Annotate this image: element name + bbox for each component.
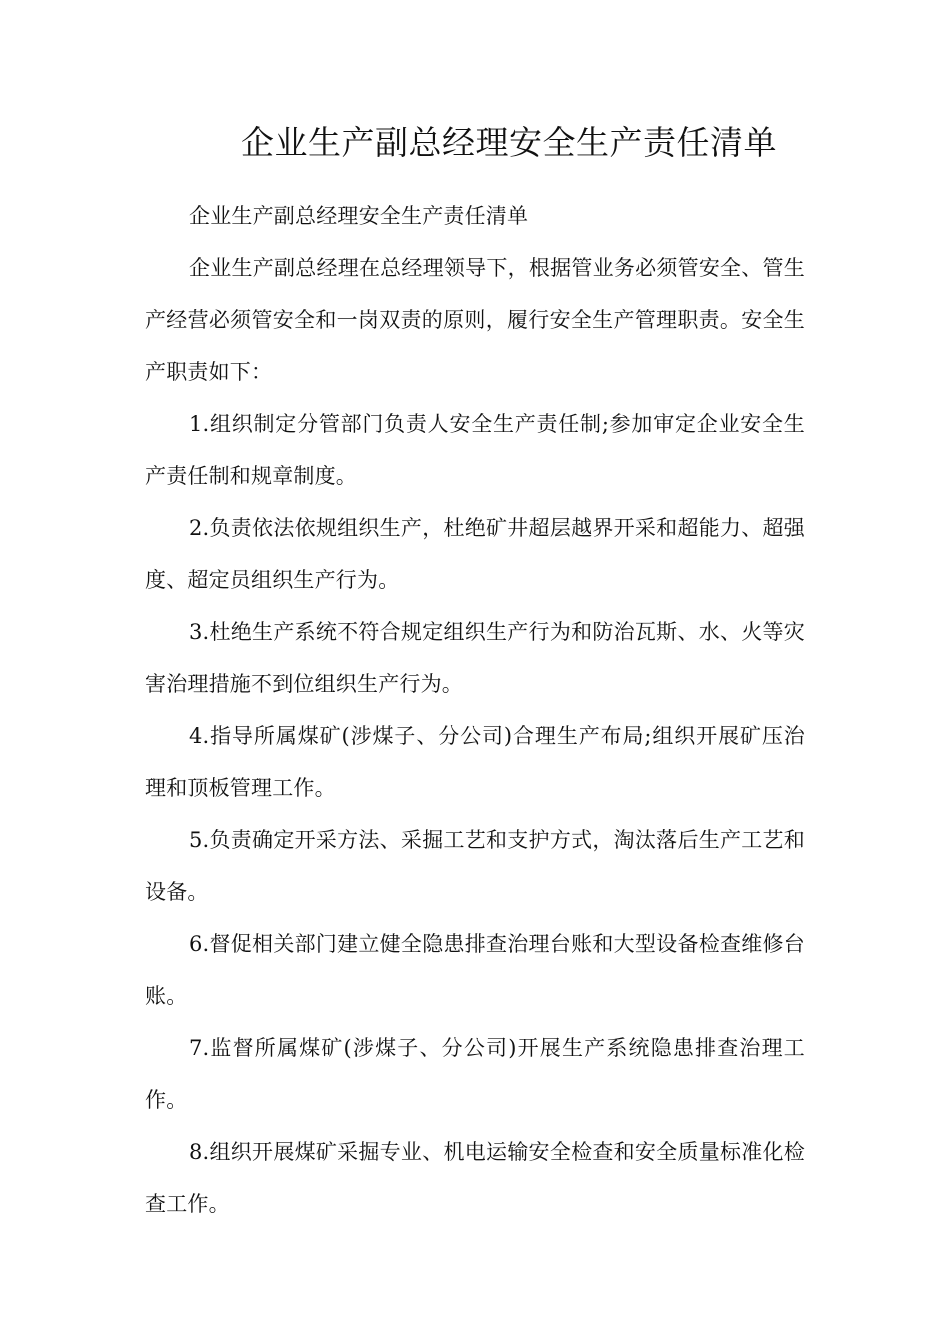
paragraph-intro: 企业生产副总经理在总经理领导下，根据管业务必须管安全、管生产经营必须管安全和一岗双责的原则，履行安全生产管理职责。安全生产职责如下： — [145, 256, 805, 384]
paragraph-item-4: 4.指导所属煤矿(涉煤子、分公司)合理生产布局;组织开展矿压治理和顶板管理工作。 — [145, 724, 805, 800]
paragraph-subtitle: 企业生产副总经理安全生产责任清单 — [189, 204, 529, 228]
paragraph-item-5: 5.负责确定开采方法、采掘工艺和支护方式，淘汰落后生产工艺和设备。 — [145, 828, 805, 904]
paragraph-item-6: 6.督促相关部门建立健全隐患排查治理台账和大型设备检查维修台账。 — [145, 932, 805, 1008]
paragraph-item-7: 7.监督所属煤矿(涉煤子、分公司)开展生产系统隐患排查治理工作。 — [145, 1036, 805, 1112]
document-title: 企业生产副总经理安全生产责任清单 — [241, 123, 777, 162]
paragraph-item-3: 3.杜绝生产系统不符合规定组织生产行为和防治瓦斯、水、火等灾害治理措施不到位组织生产行为。 — [145, 620, 805, 696]
document-body — [145, 190, 805, 1230]
paragraph-item-1: 1.组织制定分管部门负责人安全生产责任制;参加审定企业安全生产责任制和规章制度。 — [145, 412, 805, 488]
paragraph-item-8: 8.组织开展煤矿采掘专业、机电运输安全检查和安全质量标准化检查工作。 — [145, 1140, 805, 1216]
paragraph-item-2: 2.负责依法依规组织生产，杜绝矿井超层越界开采和超能力、超强度、超定员组织生产行为。 — [145, 516, 805, 592]
